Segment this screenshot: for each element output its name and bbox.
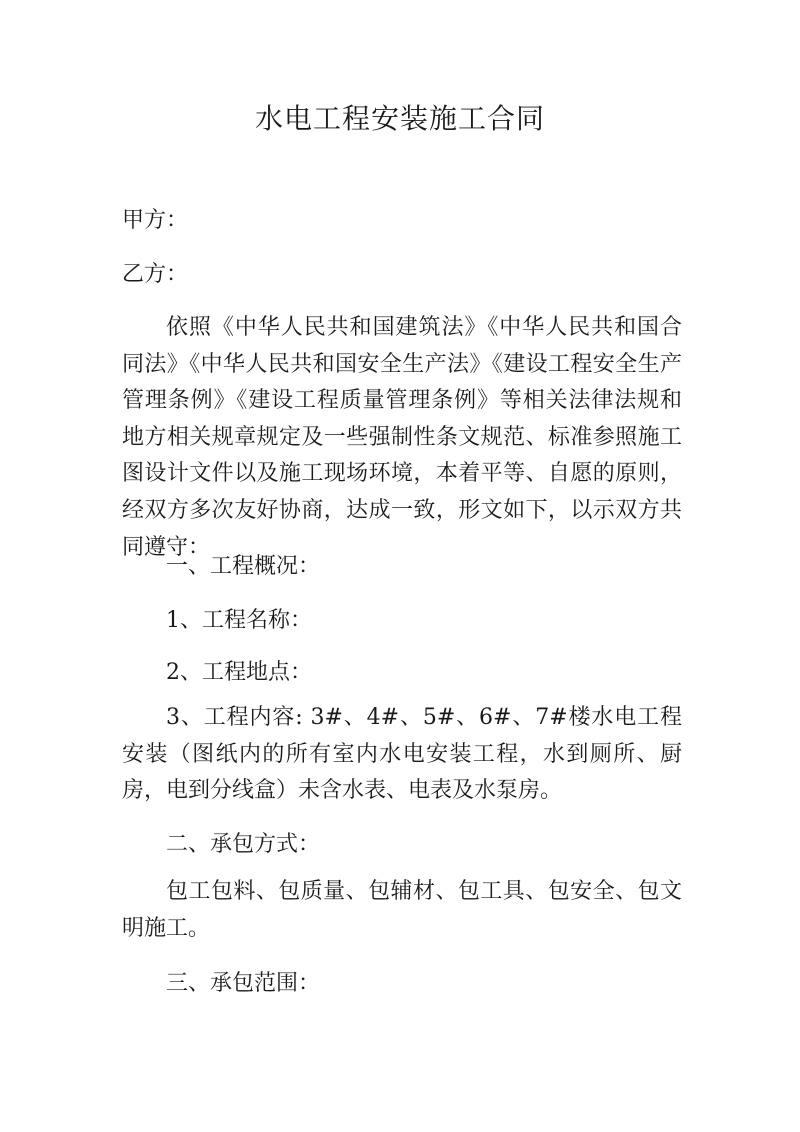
project-content-item: 3、工程内容: 3#、4#、5#、6#、7#楼水电工程安装（图纸内的所有室内水电安装工程，水到厕所、厨房，电到分线盒）未含水表、电表及水泵房。 xyxy=(122,705,682,804)
intro-paragraph: 依照《中华人民共和国建筑法》《中华人民共和国合同法》《中华人民共和国安全生产法》《建设工程安全生产管理条例》《建设工程质量管理条例》等相关法律法规和地方相关规章规定及一些强制性条文规范、标准参照施工图设计文件以及施工现场环境，本着平等、自愿的原则，经双方多次友好协商，达成一致，形文如下，以示双方共同遵守： xyxy=(122,315,682,560)
party-a-label: 甲方： xyxy=(122,208,189,233)
document-title: 水电工程安装施工合同 xyxy=(254,102,545,135)
party-b-label: 乙方： xyxy=(122,262,189,287)
project-location-item: 2、工程地点： xyxy=(166,660,312,685)
project-name-item: 1、工程名称： xyxy=(166,608,312,633)
section-3-heading: 三、承包范围： xyxy=(166,971,321,996)
contract-mode-paragraph: 包工包料、包质量、包辅材、包工具、包安全、包文明施工。 xyxy=(122,879,682,941)
section-2-heading: 二、承包方式： xyxy=(166,832,321,857)
section-1-heading: 一、工程概况： xyxy=(166,554,321,579)
